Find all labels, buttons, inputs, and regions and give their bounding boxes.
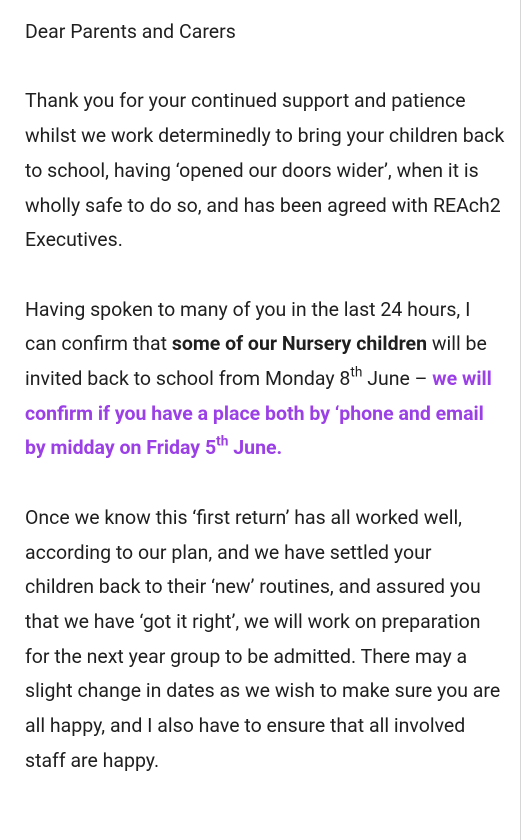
date-ordinal-suffix: th bbox=[350, 364, 363, 381]
confirmation-highlight-end: June. bbox=[228, 436, 283, 460]
confirmation-highlight: we will confirm if you have a place both by ‘phone and email by midday on Friday 5 bbox=[25, 367, 492, 460]
letter-greeting: Dear Parents and Carers bbox=[25, 20, 236, 43]
paragraph-nursery-return bbox=[25, 293, 505, 467]
paragraph-spacer bbox=[25, 258, 505, 293]
paragraph-spacer bbox=[25, 50, 505, 85]
paragraph-next-steps: Once we know this ‘first return’ has all worked well, according to our plan, and we have settled your children back to their ‘new’ routines, and assured you that we have ‘got it right’, we will work on preparation for the next year group to be admitted. There may a slight change in dates as we wish to make sure you are all happy, and I also have to ensure that all involved staff are happy. bbox=[25, 505, 501, 772]
nursery-bold-text: some of our Nursery children bbox=[171, 332, 427, 356]
paragraph-thanks: Thank you for your continued support and patience whilst we work determinedly to bring your children back to school, having ‘opened our doors wider’, when it is wholly safe to do so, and has been agreed with REAch2 Executives. bbox=[25, 89, 505, 252]
nursery-month-text: June – bbox=[362, 367, 433, 390]
paragraph-spacer bbox=[25, 466, 505, 501]
nursery-date-text: will be invited back to school from Monday 8 bbox=[25, 332, 487, 390]
letter-body bbox=[25, 15, 505, 778]
highlight-ordinal-suffix: th bbox=[216, 433, 229, 450]
nursery-intro-text: Having spoken to many of you in the last 24 hours, I can confirm that bbox=[25, 297, 471, 356]
